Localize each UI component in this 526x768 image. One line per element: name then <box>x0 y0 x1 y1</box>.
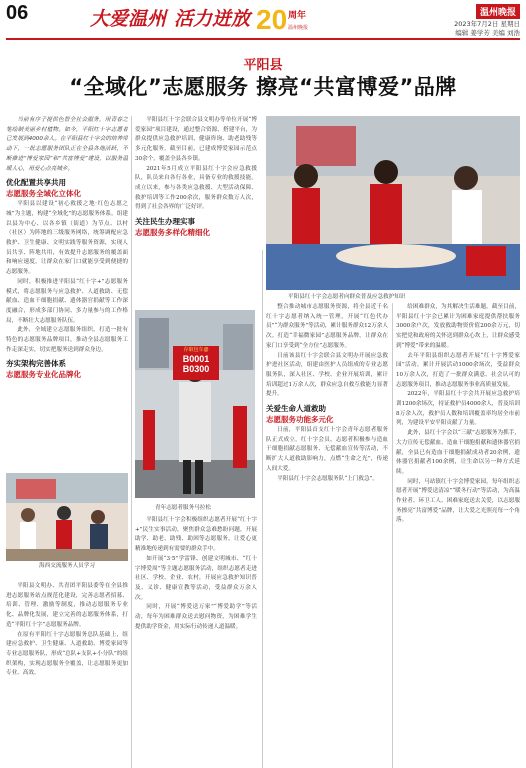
column-divider <box>131 116 132 768</box>
svg-text:周年: 周年 <box>288 11 307 21</box>
photo-training-session <box>6 473 128 561</box>
photo3-caption: 海西交流服务人员学习 <box>39 563 95 569</box>
bib-line-1: B0001 <box>182 354 210 364</box>
body-paragraph: 给困难群众，为其解决生活难题。截至目前，平阳县红十字会已累计为困难家庭提供帮扶服务3000余户次，发放救助物资价值200余万元，切实把党和政府的关怀送到群众心坎上，让群众感受到“博爱”带来的温暖。 <box>396 304 520 349</box>
body-paragraph: 如开展“3·5”学雷锋、创建文明城市、“红十字博爱周”等主题志愿服务活动，组织志愿者走进社区、学校、企业、农村，开展应急救护知识普及、义诊、健康宣教等活动，受益群众万余人次。 <box>135 555 257 601</box>
section-heading-line-1: 夯实架构完善体系 <box>6 359 66 369</box>
column-1 <box>6 116 128 471</box>
body-paragraph: 平阳县以建设“初心救援之地·红色志愿之城”为主题，构建“全域化”的志愿服务体系。组建以县为中心、以各乡镇（街道）为节点、以村（社区）为阵地的三级服务网络，统筹调配应急救护、卫生健康、文明实践等服务资源，实现人员共享、阵地共用，有效提升志愿服务的覆盖面和响应速度，让群众在家门口就能享受到便捷的志愿服务。 <box>6 201 128 276</box>
body-paragraph: 去年平阳县组织志愿者开展“红十字博爱家园”活动，累计开展活动1000余场次，受益群众10万余人次，打造了一批群众满意、社会认可的志愿服务项目，推动志愿服务事业高质量发展。 <box>396 352 520 388</box>
column-divider <box>262 250 263 768</box>
bib-line-2: B0300 <box>182 364 210 374</box>
body-paragraph: 2021年5月成立平阳县红十字会应急救援队，队员来自各行各业，具备专业的救援技能。成立以来，参与各类应急救援、大型活动保障、救护培训等工作200余次，服务群众数万人次，得到了社会各界的广泛好评。 <box>135 165 257 211</box>
body-paragraph: 平阳县红十字会联合县文明办等单位开展“博爱家园”项目建设，通过整合资源、搭建平台，为群众提供应急救护培训、健康咨询、助老助残等多元化服务。截至目前，已建成博爱家园示范点30余个，覆盖全县各乡镇。 <box>135 117 257 162</box>
section-heading-line-2: 志愿服务专业化品牌化 <box>6 370 81 380</box>
body-paragraph: 平阳县红十字会积极组织志愿者开展“红十字+”民生实事活动，聚焦群众急难愁盼问题，开展助学、助老、助残、助困等志愿服务，让爱心更精准地传递到有需要的群众手中。 <box>135 517 257 553</box>
body-paragraph: 2022年，平阳县红十字会共开展应急救护培训1200余场次，持证救护员4000余人，普及培训8万余人次，救护员人数和培训覆盖率均居全市前列，为建设平安平阳贡献了力量。 <box>396 391 520 427</box>
photo-marathon-volunteer <box>135 310 255 498</box>
column-2 <box>135 116 257 306</box>
issue-date: 2023年7月2日 星期日 <box>454 20 520 28</box>
section-heading-line-2: 志愿服务功能多元化 <box>266 415 334 425</box>
column-divider <box>392 303 393 768</box>
column-3 <box>266 303 388 768</box>
body-paragraph: 此外，县红十字会以“三献”志愿服务为抓手，大力宣传无偿献血、造血干细胞捐献和遗体器官捐献，全县已有造血干细胞捐献成功者20余例，遗体器官捐献者100余例，让生命以另一种方式延续。 <box>396 430 520 475</box>
column-2-continued <box>135 516 257 768</box>
svg-text:温州晚报: 温州晚报 <box>288 25 309 31</box>
bib-sign <box>173 346 219 380</box>
svg-text:活力迸放: 活力迸放 <box>174 8 251 30</box>
photo1-caption: 平阳县红十字会志愿者向群众普及应急救护知识 <box>288 294 406 300</box>
section-heading-line-1: 优化配置共享共用 <box>6 178 66 188</box>
svg-text:20: 20 <box>256 4 288 35</box>
newspaper-name: 温州晚报 <box>476 4 520 19</box>
column-4 <box>396 303 520 768</box>
page-header <box>0 0 526 40</box>
body-paragraph: 平阳县红十字会志愿服务队“上门救急”。 <box>277 475 379 482</box>
editors-line: 编辑 姜学芳 美编 刘浩 <box>455 29 520 37</box>
body-paragraph: 此外，全域建立志愿服务组织，打造一批有特色的志愿服务品牌项目，推动全县志愿服务工作走深走实，切实把服务送到群众身边。 <box>6 327 128 353</box>
section-heading-line-1: 关注民生办理实事 <box>135 217 195 227</box>
section-heading-line-2: 志愿服务全域化立体化 <box>6 189 81 199</box>
body-paragraph: 日前，平阳县首支红十字会青年志愿者服务队正式成立，红十字会员、志愿者积极参与造血干细胞捐献志愿服务、无偿献血宣传等活动，不断扩大人道救助影响力，点燃“生命之光”，传递人间大爱。 <box>266 427 388 472</box>
headline: “全域化”志愿服务 擦亮“共富博爱”品牌 <box>69 75 457 99</box>
body-paragraph: 整合推动城市志愿服务资源，将全县近千名红十字志愿者纳入统一管理，开展“红色代办员”“为群众服务”等活动，累计服务群众12万余人次。打造“幸福微家园”志愿服务品牌，让群众在家门口享受到“全方位”志愿服务。 <box>266 304 388 349</box>
body-paragraph: 在原有平阳红十字志愿服务总队基础上，组建应急救护、卫生健康、人道救助、博爱家园等专业志愿服务队，形成“总队+支队+小分队”的组织架构，实现志愿服务全覆盖，让志愿服务更加专业、高效。 <box>6 631 128 677</box>
body-paragraph: 同时，积极推进平阳县“红十字+”志愿服务模式，将志愿服务与应急救护、人道救助、无偿献血、造血干细胞捐献、遗体器官捐献等工作深度融合，形成多部门协同、多力量参与的工作格局，不断壮大志愿服务队伍。 <box>6 278 128 324</box>
section-heading-line-2: 志愿服务多样化精细化 <box>135 228 210 238</box>
section-heading <box>266 403 388 425</box>
page-number: 06 <box>6 2 29 24</box>
section-heading <box>135 216 257 238</box>
body-paragraph: 日前该县红十字会联合县文明办开展应急救护进社区活动，组建由医护人员组成的专业志愿服务队，深入社区、学校、企业开展培训，累计培训超过1万余人次，群众应急自救互救能力显著提升。 <box>266 352 388 398</box>
section-heading <box>6 358 128 380</box>
location-kicker: 平阳县 <box>243 58 283 73</box>
body-paragraph: 平阳县文明办、共青团平阳县委等在全县推进志愿服务站点规范化建设，完善志愿者招募、培训、管理、激励等制度，推动志愿服务专业化、品牌化发展，建立完善的志愿服务体系，打造“平阳红十字”志愿服务品牌。 <box>6 583 128 628</box>
body-paragraph: 同时，开展“博爱送万家”“博爱助学”等活动，每年为困难群众送去慰问物资，为困难学生提供助学资金，用实际行动传递人道温暖。 <box>135 604 257 630</box>
header-rule <box>6 38 520 40</box>
photo-cpr-demonstration <box>266 116 520 290</box>
bib-brand: 存取包车@ <box>183 347 209 353</box>
photo2-caption: 青年志愿者服务马拉松 <box>155 505 211 511</box>
section-heading <box>6 177 128 199</box>
anniversary-banner-logo <box>88 3 328 35</box>
lead-paragraph: 当前有序子提供色智全社会服务，用青春之笔绘制美丽乡村植物。如今，平阳红十字志愿者已发展到4000余人。在平阳县红十字会的培养带动下，一批志愿服务团队正在全县各地活跃，不断推进“博爱家园”和“共富博爱”建设，以服务温暖人心，用爱心点亮城乡。 <box>6 117 128 172</box>
svg-text:大爱温州: 大爱温州 <box>90 8 167 30</box>
section-heading-line-1: 关爱生命人道救助 <box>266 404 326 414</box>
body-paragraph: 同时，马站镇红十字会博爱家园，每年组织志愿者开展“博爱送清凉”“暖冬行动”等活动，为高温作业者、环卫工人、困难家庭送去关爱，以志愿服务擦亮“共富博爱”品牌，让大爱之光照亮每一个角落。 <box>396 478 520 524</box>
column-1-continued <box>6 582 128 768</box>
